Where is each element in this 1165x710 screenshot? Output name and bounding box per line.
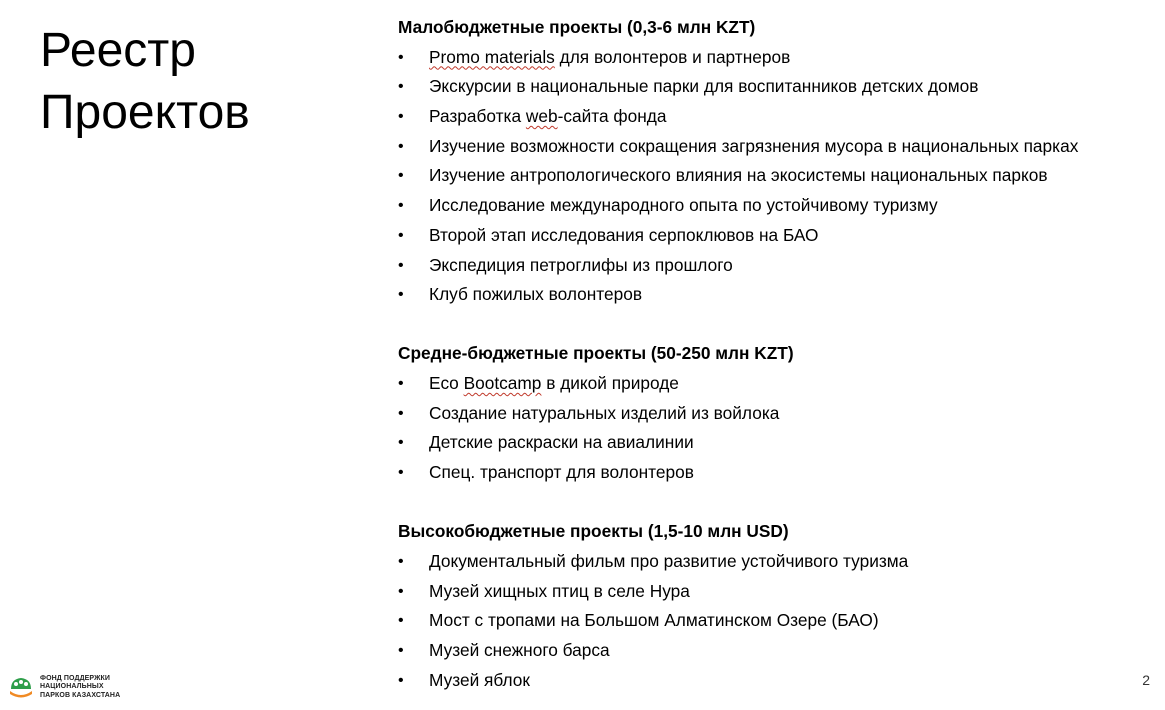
section-heading: Высокобюджетные проекты (1,5-10 млн USD): [398, 521, 789, 542]
section-gap: [398, 310, 1158, 340]
project-list-item: [398, 577, 1158, 607]
project-list: [398, 369, 1158, 488]
project-list-item: [398, 72, 1158, 102]
bullet-icon: •: [398, 612, 404, 630]
project-list-item: [398, 280, 1158, 310]
bullet-icon: •: [398, 226, 404, 244]
item-text: Eco: [429, 373, 464, 394]
project-list-item: [398, 458, 1158, 488]
bullet-icon: •: [398, 404, 404, 422]
parks-logo-icon: [8, 675, 34, 699]
item-text: Спец. транспорт для волонтеров: [429, 462, 694, 483]
project-list-item: [398, 161, 1158, 191]
bullet-icon: •: [398, 167, 404, 185]
item-text-spellcheck: Promo materials: [429, 46, 555, 67]
bullet-icon: •: [398, 642, 404, 660]
project-list: [398, 43, 1158, 310]
item-text-suffix: -сайта фонда: [557, 106, 667, 127]
item-text: Детские раскраски на авиалинии: [429, 432, 694, 453]
project-list: [398, 547, 1158, 695]
bullet-icon: •: [398, 434, 404, 452]
section-heading: Малобюджетные проекты (0,3-6 млн KZT): [398, 17, 756, 37]
bullet-icon: •: [398, 553, 404, 570]
project-list-item: [398, 43, 1158, 73]
project-list-item: [398, 399, 1158, 429]
section-heading: Средне-бюджетные проекты (50-250 млн KZT): [398, 343, 794, 364]
bullet-icon: •: [398, 78, 404, 96]
project-list-item: [398, 251, 1158, 281]
project-list-item: [398, 191, 1158, 221]
project-registry: [398, 13, 1158, 695]
bullet-icon: •: [398, 286, 404, 304]
bullet-icon: •: [398, 137, 404, 155]
bullet-icon: •: [398, 375, 404, 393]
title-line-1: Реестр: [40, 24, 196, 77]
logo-line-2: НАЦИОНАЛЬНЫХ: [40, 683, 104, 690]
bullet-icon: •: [398, 582, 404, 600]
bullet-icon: •: [398, 48, 404, 66]
project-list-item: [398, 666, 1158, 696]
bullet-icon: •: [398, 108, 404, 126]
item-text: Изучение антропологического влияния на экосистемы национальных парков: [429, 165, 1048, 186]
bullet-icon: •: [398, 464, 404, 482]
item-text: Изучение возможности сокращения загрязнения мусора в национальных парках: [429, 135, 1079, 156]
item-text-spellcheck: Bootcamp: [463, 373, 542, 394]
logo-text: [40, 675, 120, 701]
item-text: Клуб пожилых волонтеров: [429, 284, 643, 305]
page-title: [40, 20, 360, 144]
item-text: Второй этап исследования серпоклювов на БАО: [429, 224, 819, 245]
title-line-2: Проектов: [40, 86, 250, 139]
item-text: Музей яблок: [429, 669, 530, 690]
item-text: Музей снежного барса: [429, 640, 610, 661]
item-text: Мост с тропами на Большом Алматинском Озере (БАО): [429, 610, 879, 631]
project-list-item: [398, 221, 1158, 251]
project-list-item: [398, 636, 1158, 666]
item-text: Музей хищных птиц в селе Нура: [429, 580, 690, 601]
bullet-icon: •: [398, 671, 404, 689]
item-text-suffix: в дикой природе: [541, 373, 679, 394]
project-list-item: [398, 132, 1158, 162]
item-text: Документальный фильм про развитие устойчивого туризма: [429, 551, 909, 571]
page-number: 2: [1142, 672, 1150, 688]
bullet-icon: •: [398, 197, 404, 215]
logo-line-1: ФОНД ПОДДЕРЖКИ: [40, 674, 111, 682]
logo-line-3: ПАРКОВ КАЗАХСТАНА: [40, 691, 121, 699]
item-text-spellcheck: web: [525, 106, 558, 127]
item-text: Экспедиция петроглифы из прошлого: [429, 254, 733, 275]
project-list-item: [398, 102, 1158, 132]
project-list-item: [398, 547, 1158, 577]
item-text: Экскурсии в национальные парки для воспитанников детских домов: [429, 76, 979, 97]
project-list-item: [398, 369, 1158, 399]
item-text: Исследование международного опыта по устойчивому туризму: [429, 195, 938, 216]
foundation-logo: [8, 675, 120, 701]
bullet-icon: •: [398, 256, 404, 274]
item-text: Создание натуральных изделий из войлока: [429, 402, 780, 423]
item-text-suffix: для волонтеров и партнеров: [554, 46, 791, 67]
item-text: Разработка: [429, 106, 526, 127]
project-list-item: [398, 428, 1158, 458]
section-gap: [398, 488, 1158, 518]
project-list-item: [398, 606, 1158, 636]
